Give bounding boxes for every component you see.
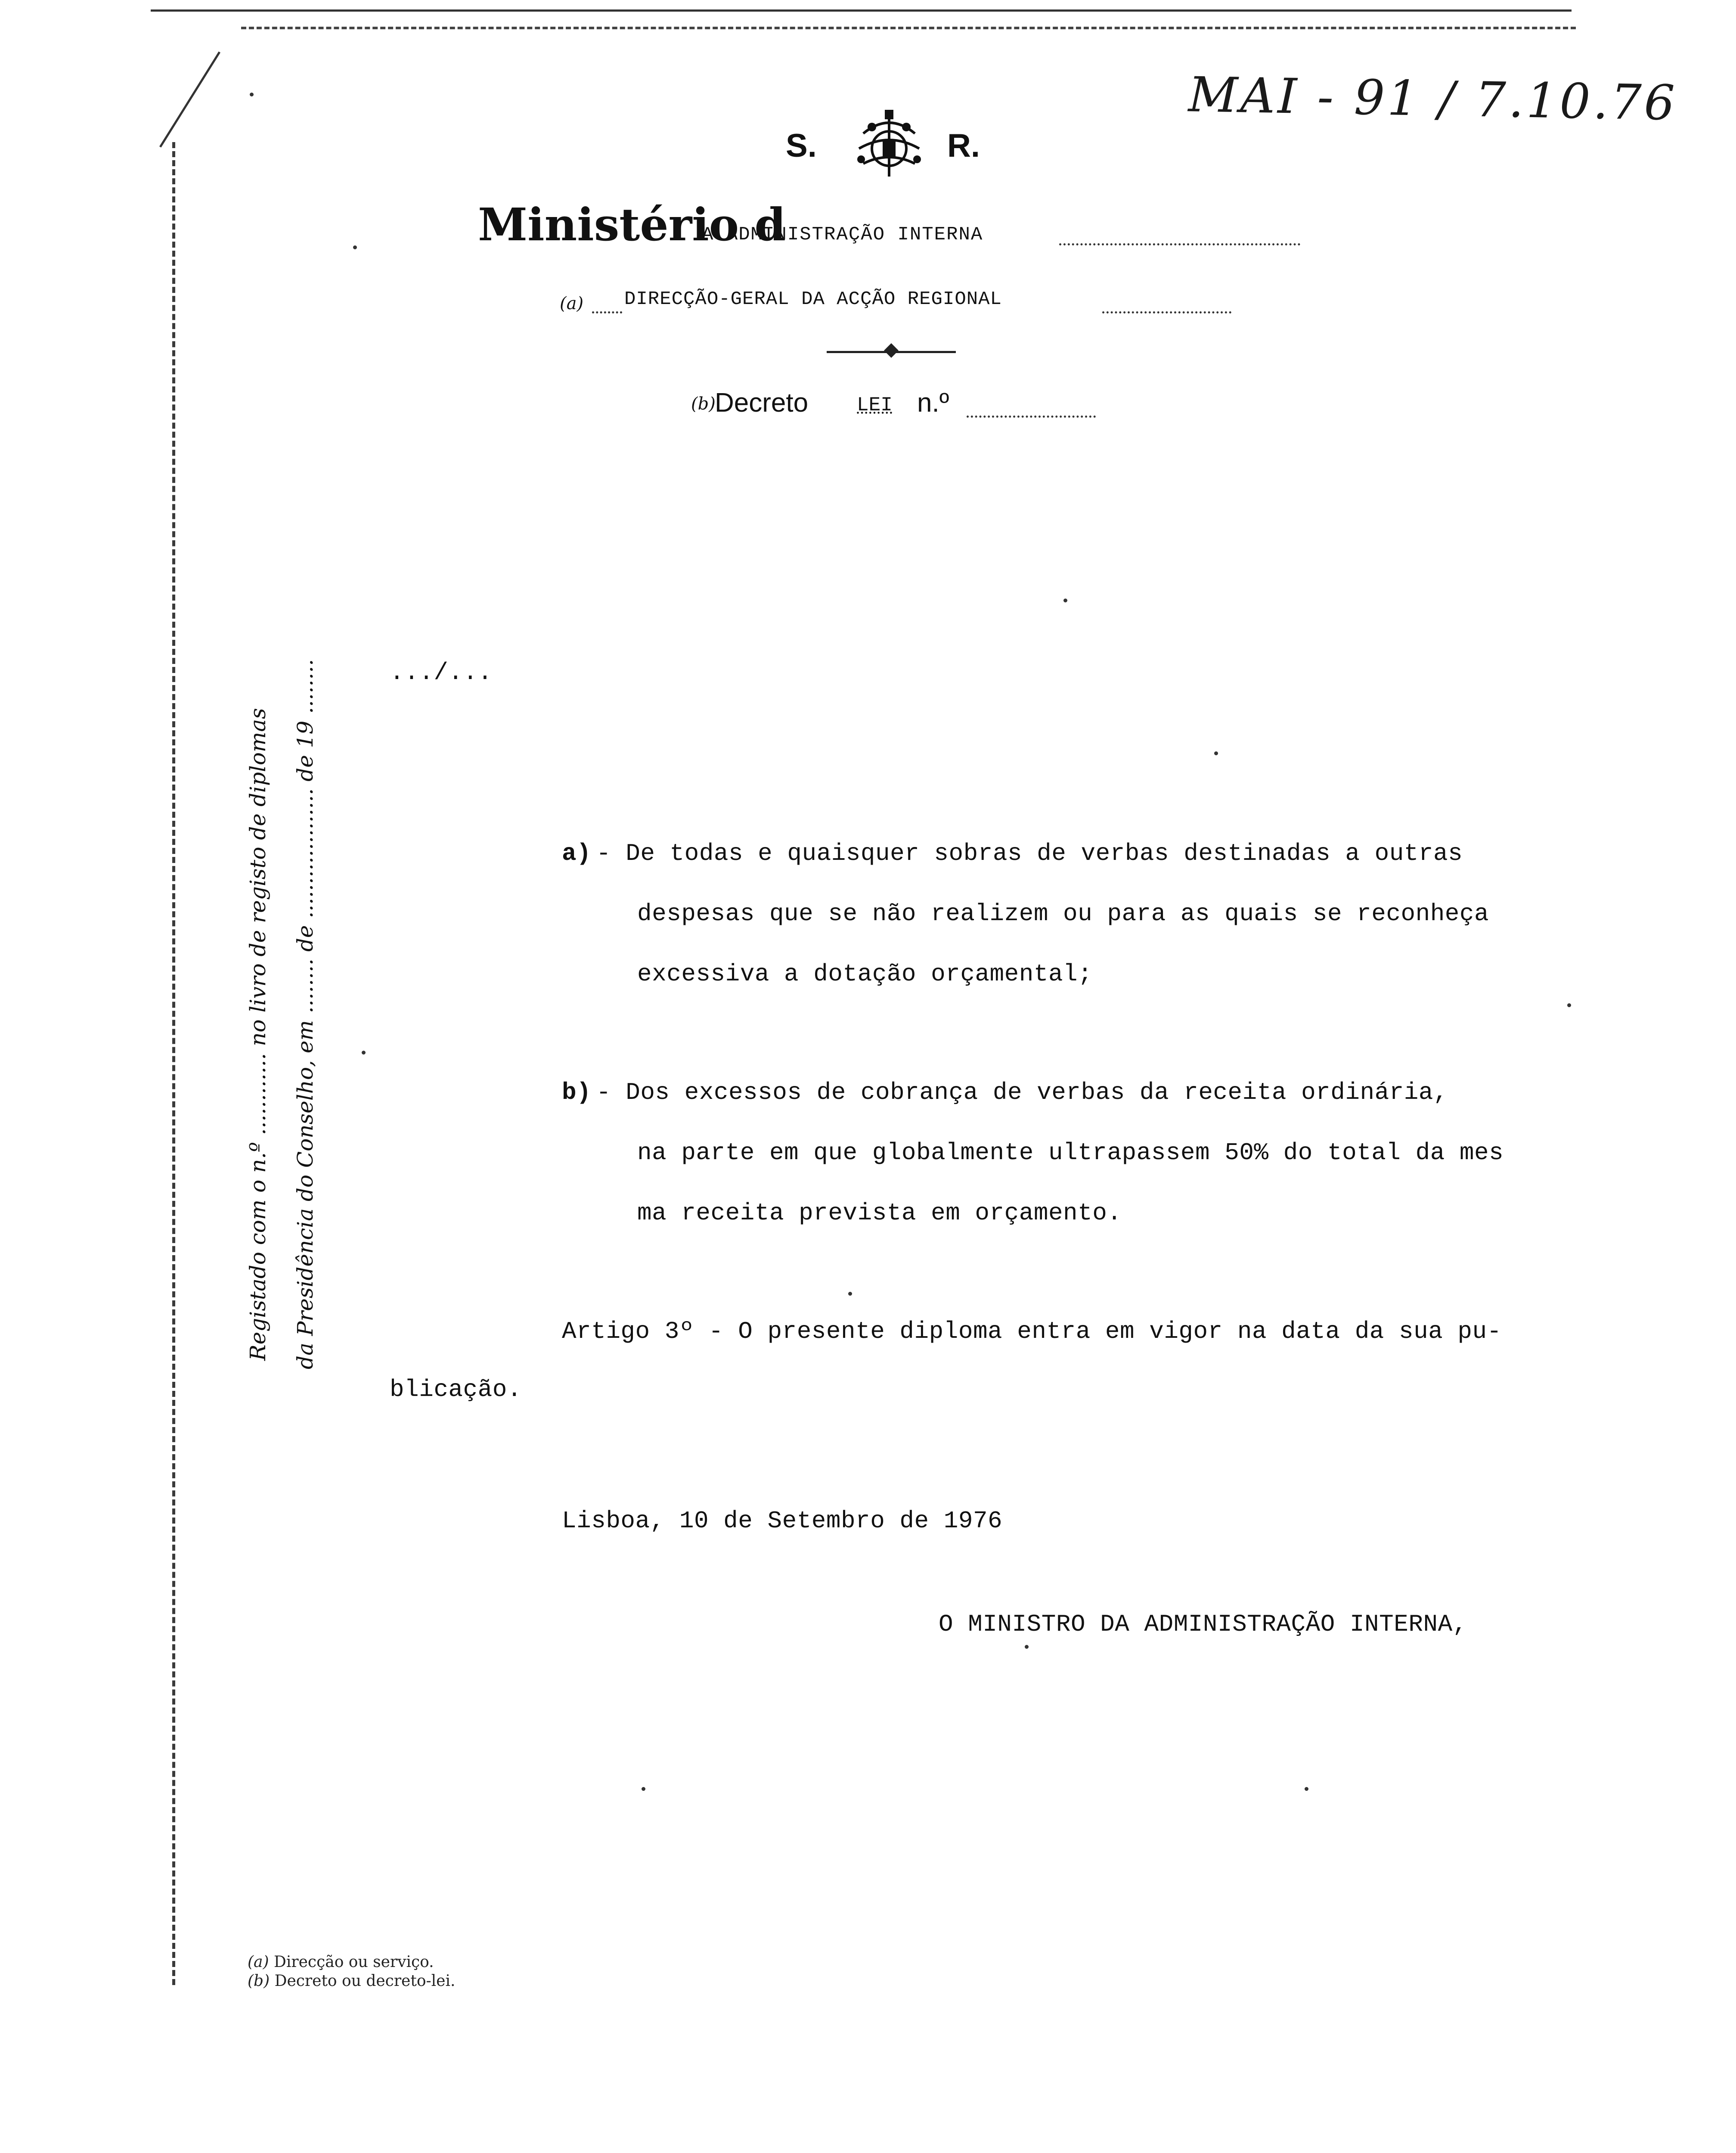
scan-speck: [1305, 1787, 1308, 1791]
registration-line-1: Registado com o n.º ............ no livro de registo de diplomas: [245, 708, 270, 1361]
direction-dotted-line: [1102, 311, 1231, 313]
corner-fold-line: [159, 52, 220, 148]
left-scan-edge: [172, 142, 175, 1985]
footnote-a-mark: (a): [248, 1953, 269, 1971]
item-b-line-3: ma receita prevista em orçamento.: [637, 1199, 1122, 1227]
scan-speck: [642, 1787, 645, 1791]
item-a-line-1: - De todas e quaisquer sobras de verbas destinadas a outras: [596, 840, 1463, 867]
place-date: Lisboa, 10 de Setembro de 1976: [562, 1507, 1003, 1535]
footnote-b-text: Decreto ou decreto-lei.: [274, 1972, 456, 1990]
direction-note-mark: (a): [560, 294, 584, 313]
article-3-line-2: blicação.: [390, 1376, 522, 1403]
article-3-line-1: Artigo 3º - O presente diploma entra em vigor na data da sua pu-: [562, 1318, 1502, 1345]
footnote-a: [248, 1953, 455, 1972]
footnote-b-mark: (b): [248, 1972, 270, 1990]
footnote-b: [248, 1972, 455, 1991]
direction-name: DIRECÇÃO-GERAL DA ACÇÃO REGIONAL: [624, 289, 1002, 310]
decree-label: Decreto: [715, 388, 809, 418]
handwritten-reference: MAI - 91 / 7.10.76: [1187, 67, 1678, 131]
header-right-letter: R.: [947, 127, 980, 164]
item-b-line-1: - Dos excessos de cobrança de verbas da receita ordinária,: [596, 1079, 1448, 1106]
ministry-label: Ministério d: [478, 198, 786, 251]
top-scan-dashes: [241, 27, 1576, 29]
signature-title: O MINISTRO DA ADMINISTRAÇÃO INTERNA,: [939, 1610, 1467, 1638]
decree-type: LEI: [857, 394, 893, 416]
scan-speck: [362, 1051, 366, 1055]
registration-margin: [228, 573, 336, 1369]
top-scan-edge: [151, 9, 1572, 12]
scan-speck: [848, 1292, 852, 1296]
decree-number-dotted-line: [967, 416, 1096, 418]
decree-note-mark: (b): [691, 394, 716, 414]
item-a-line-3: excessiva a dotação orçamental;: [637, 960, 1093, 988]
item-a-label: a): [562, 840, 592, 867]
scan-speck: [1214, 751, 1218, 755]
direction-dotted-lead: [592, 311, 622, 313]
scan-speck: [1567, 1003, 1571, 1007]
scan-speck: [1025, 1645, 1029, 1649]
scan-speck: [1063, 599, 1067, 602]
footnote-a-text: Direcção ou serviço.: [274, 1953, 434, 1971]
item-a-line-2: despesas que se não realizem ou para as quais se reconheça: [637, 900, 1489, 928]
scan-speck: [250, 93, 254, 96]
ministry-name: A ADMINISTRAÇÃO INTERNA: [702, 224, 983, 245]
decree-number-label: n.º: [917, 388, 949, 418]
coat-of-arms-icon: [846, 108, 932, 185]
item-b-label: b): [562, 1079, 592, 1106]
divider-ornament: [884, 343, 899, 358]
footnotes: [248, 1953, 455, 1991]
continuation-mark: .../...: [390, 659, 493, 686]
ministry-dotted-line: [1059, 243, 1300, 245]
header-left-letter: S.: [786, 127, 817, 164]
registration-line-2: da Presidência do Conselho, em ........ de ................... de 19 ........: [293, 659, 318, 1369]
scan-speck: [353, 245, 357, 249]
item-b-line-2: na parte em que globalmente ultrapassem 50% do total da mes: [637, 1139, 1504, 1166]
